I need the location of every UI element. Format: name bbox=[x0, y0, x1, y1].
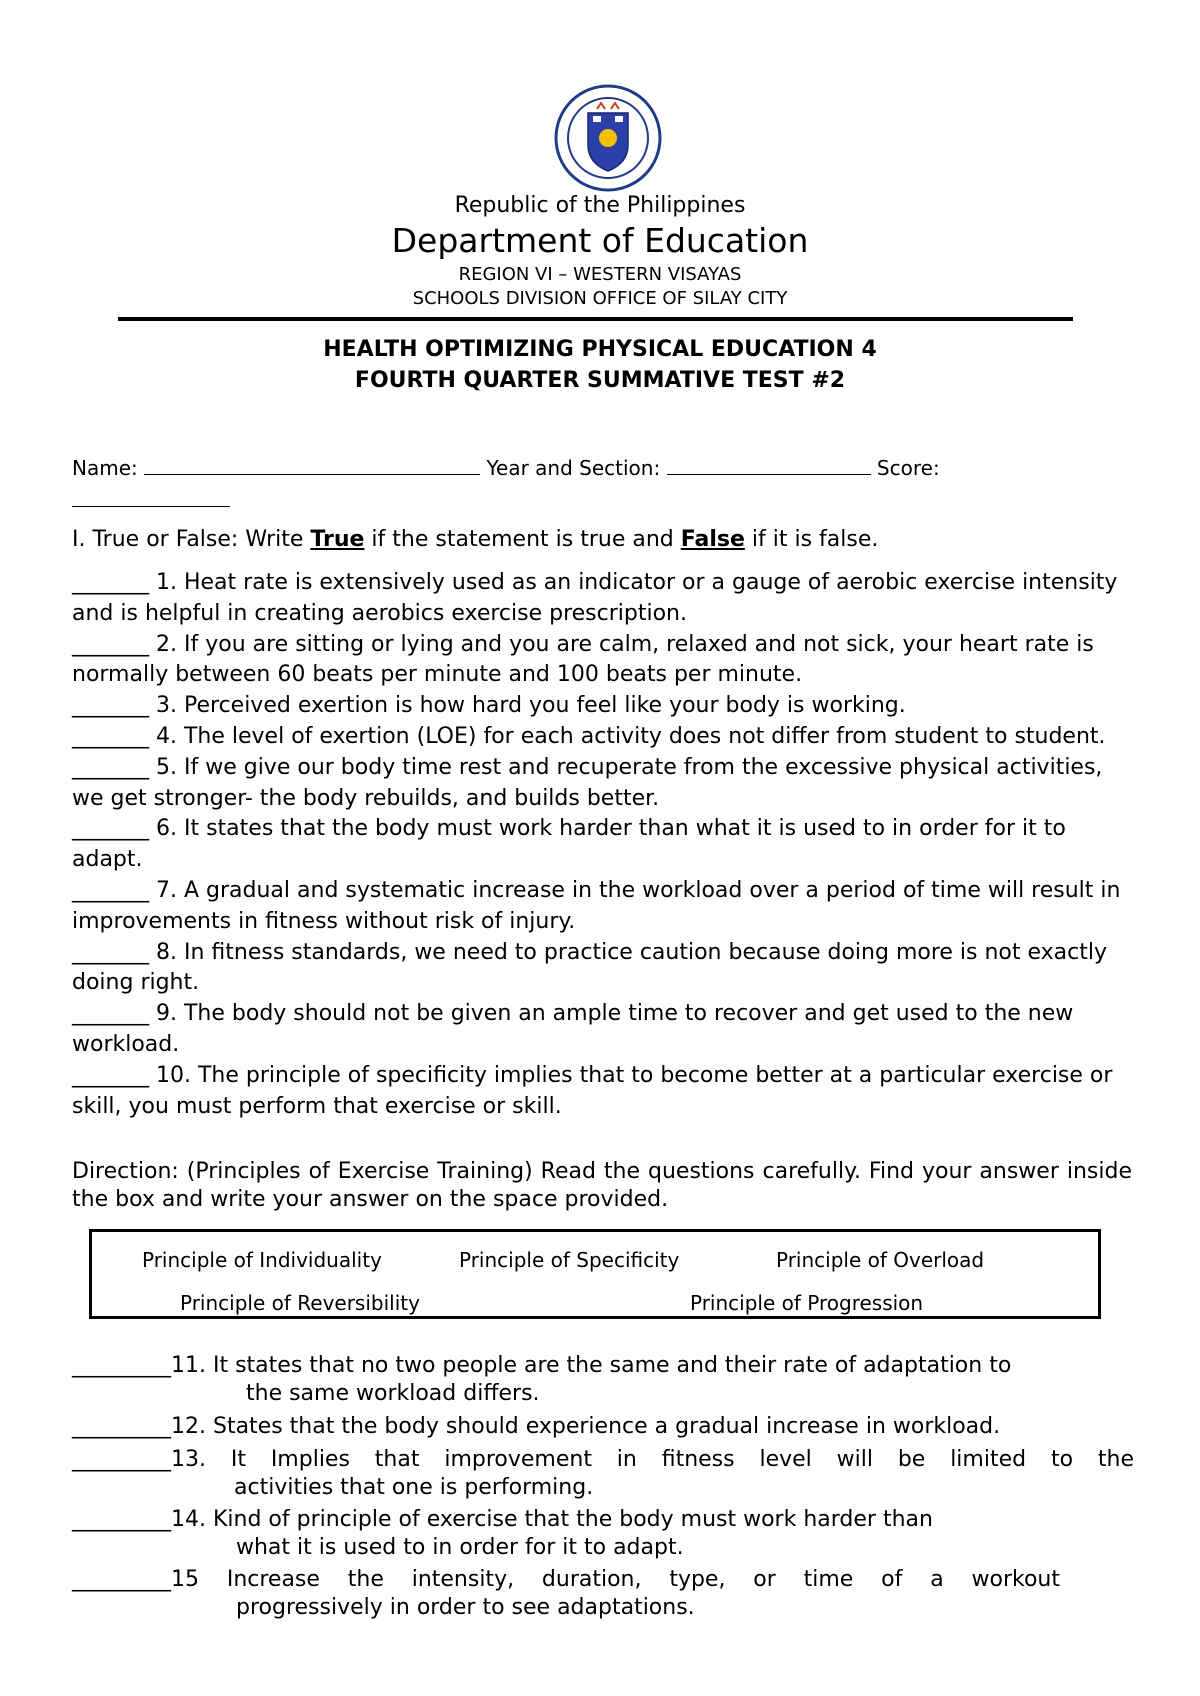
answer-blank[interactable]: _______ bbox=[72, 877, 149, 903]
tf-question: 4. The level of exertion (LOE) for each activity does not differ from student to student. bbox=[156, 723, 1106, 749]
answer-blank[interactable]: _______ bbox=[72, 1062, 149, 1088]
answer-blank[interactable]: _________ bbox=[72, 1447, 171, 1472]
answer-blank[interactable]: _______ bbox=[72, 816, 149, 842]
tf-question: 5. If we give our body time rest and recuperate from the excessive physical activities, we get stronger- the body rebuilds, and builds better. bbox=[72, 754, 1103, 811]
answer-blank[interactable]: _______ bbox=[72, 570, 149, 595]
tf-item bbox=[72, 1061, 1132, 1123]
name-label: Name: bbox=[72, 456, 138, 480]
answer-blank[interactable]: _______ bbox=[72, 693, 149, 719]
tf-question: 6. It states that the body must work harder than what it is used to in order for it to adapt. bbox=[72, 816, 1066, 873]
instruction-text: if it is false. bbox=[744, 527, 879, 552]
test-title: FOURTH QUARTER SUMMATIVE TEST #2 bbox=[354, 368, 846, 393]
deped-seal-logo bbox=[553, 83, 663, 193]
tf-question: 10. The principle of specificity implies that to become better at a particular exercise or skill, you must perform that exercise or skill. bbox=[72, 1062, 1113, 1119]
mc-question: 15 Increase the intensity, duration, type, or time of a workout bbox=[171, 1567, 1060, 1592]
score-blank[interactable] bbox=[72, 488, 230, 507]
keyword-true: True bbox=[310, 527, 365, 552]
answer-blank[interactable]: _________ bbox=[72, 1507, 171, 1532]
instruction-text: if the statement is true and bbox=[364, 527, 681, 552]
answer-blank[interactable]: _______ bbox=[72, 631, 149, 657]
answer-blank[interactable]: _______ bbox=[72, 1001, 149, 1027]
tf-item bbox=[72, 630, 1132, 692]
tf-item bbox=[72, 753, 1132, 815]
mc-question-cont: what it is used to in order for it to adapt. bbox=[236, 1535, 684, 1560]
answer-blank[interactable]: _________ bbox=[72, 1414, 171, 1439]
answer-blank[interactable]: _______ bbox=[72, 754, 149, 780]
mc-item bbox=[72, 1506, 1060, 1562]
keyword-false: False bbox=[680, 527, 745, 552]
answer-blank[interactable]: _______ bbox=[72, 723, 149, 749]
header-divider bbox=[118, 317, 1073, 321]
mc-question: 12. States that the body should experience a gradual increase in workload. bbox=[171, 1414, 1001, 1439]
tf-item bbox=[72, 814, 1132, 876]
mc-item bbox=[72, 1566, 1060, 1622]
mc-question: 11. It states that no two people are the same and their rate of adaptation to bbox=[171, 1353, 1012, 1378]
answer-choices-box bbox=[89, 1229, 1101, 1319]
answer-blank[interactable]: _______ bbox=[72, 939, 149, 965]
tf-item bbox=[72, 691, 1132, 722]
tf-item bbox=[72, 568, 1132, 630]
tf-item bbox=[72, 722, 1132, 753]
choice-reversibility: Principle of Reversibility bbox=[180, 1291, 420, 1315]
department-title: Department of Education bbox=[391, 221, 809, 260]
student-info-row bbox=[72, 456, 940, 480]
mc-item bbox=[72, 1446, 1134, 1502]
year-section-label: Year and Section: bbox=[486, 456, 661, 480]
choice-specificity: Principle of Specificity bbox=[459, 1248, 680, 1272]
name-blank[interactable] bbox=[144, 456, 480, 475]
answer-blank[interactable]: _________ bbox=[72, 1567, 171, 1592]
choice-progression: Principle of Progression bbox=[690, 1291, 924, 1315]
direction-text: Direction: (Principles of Exercise Training) Read the questions carefully. Find your answer inside the box and write your answer on the space provided. bbox=[72, 1159, 1132, 1212]
mc-item bbox=[72, 1413, 1134, 1441]
subject-title: HEALTH OPTIMIZING PHYSICAL EDUCATION 4 bbox=[323, 337, 877, 362]
instruction-text: I. True or False: Write bbox=[72, 527, 311, 552]
mc-question-cont: progressively in order to see adaptations. bbox=[236, 1595, 695, 1620]
mc-item bbox=[72, 1352, 1134, 1408]
true-false-instruction bbox=[72, 527, 878, 552]
year-section-blank[interactable] bbox=[667, 456, 871, 475]
mc-question: 14. Kind of principle of exercise that the body must work harder than bbox=[171, 1507, 933, 1532]
region-label: REGION VI – WESTERN VISAYAS bbox=[458, 264, 742, 285]
mc-question: 13. It Implies that improvement in fitness level will be limited to the bbox=[171, 1447, 1134, 1472]
division-label: SCHOOLS DIVISION OFFICE OF SILAY CITY bbox=[412, 288, 788, 309]
tf-question: 3. Perceived exertion is how hard you feel like your body is working. bbox=[156, 693, 906, 719]
mc-question-cont: the same workload differs. bbox=[246, 1381, 540, 1406]
tf-item bbox=[72, 999, 1132, 1061]
tf-question: 7. A gradual and systematic increase in the workload over a period of time will result in improvements in fitness without risk of injury. bbox=[72, 877, 1121, 934]
tf-item bbox=[72, 938, 1132, 1000]
choice-overload: Principle of Overload bbox=[776, 1248, 985, 1272]
mc-question-cont: activities that one is performing. bbox=[234, 1475, 594, 1500]
tf-item bbox=[72, 876, 1132, 938]
tf-question: 9. The body should not be given an ample time to recover and get used to the new workload. bbox=[72, 1001, 1074, 1057]
tf-question: 1. Heat rate is extensively used as an indicator or a gauge of aerobic exercise intensity and is helpful in creating aerobics exercise prescription. bbox=[72, 570, 1118, 626]
tf-question: 8. In fitness standards, we need to practice caution because doing more is not exactly doing right. bbox=[72, 939, 1108, 996]
choice-individuality: Principle of Individuality bbox=[142, 1248, 382, 1272]
true-false-list bbox=[72, 568, 1132, 1122]
tf-question: 2. If you are sitting or lying and you are calm, relaxed and not sick, your heart rate is normally between 60 beats per minute and 100 beats per minute. bbox=[72, 631, 1094, 688]
score-label: Score: bbox=[876, 456, 940, 480]
answer-blank[interactable]: _________ bbox=[72, 1353, 171, 1378]
republic-label: Republic of the Philippines bbox=[454, 193, 746, 218]
